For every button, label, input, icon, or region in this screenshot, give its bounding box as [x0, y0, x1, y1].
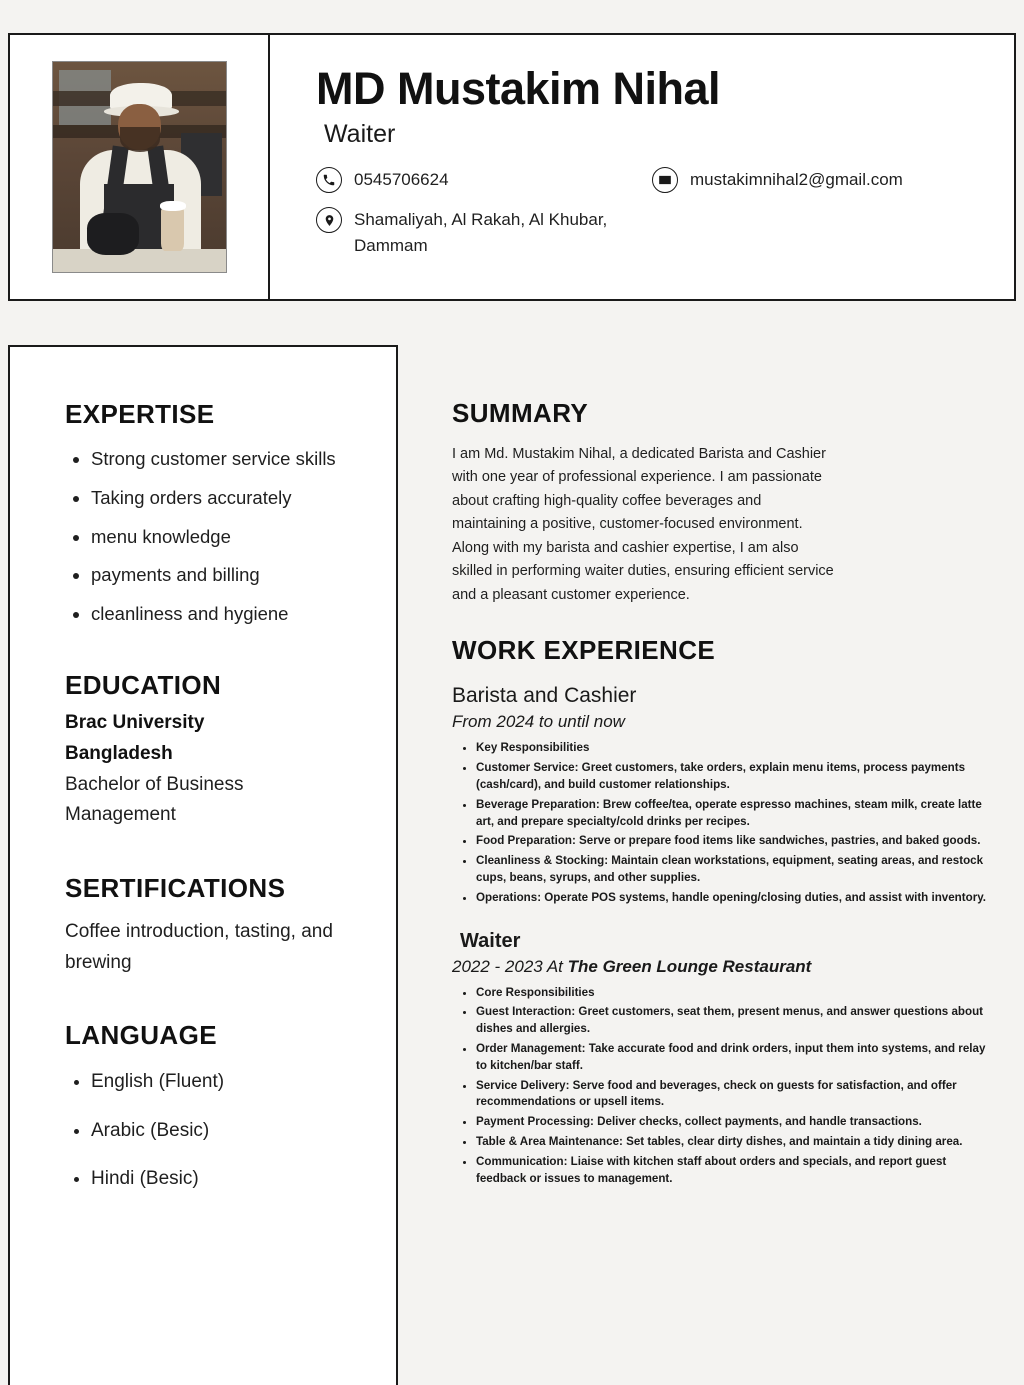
- location-pin-icon: [316, 207, 342, 233]
- job-duties-list: [452, 985, 992, 1188]
- list-item: • Communication: Liaise with kitchen staff about orders and specials, and report guest feedback or issues to management.: [476, 1154, 992, 1188]
- section-title-work-experience: WORK EXPERIENCE: [452, 635, 716, 666]
- list-item: • payments and billing: [91, 562, 364, 589]
- list-item: • Order Management: Take accurate food and drink orders, input them into systems, and relay to kitchen/bar staff.: [476, 1041, 992, 1075]
- header-details: [270, 35, 1014, 299]
- list-item: • Food Preparation: Serve or prepare food items like sandwiches, pastries, and baked goods.: [476, 833, 992, 850]
- list-item: • Service Delivery: Serve food and beverages, check on guests for satisfaction, and offer recommendations or upsell items.: [476, 1078, 992, 1112]
- list-item: • Operations: Operate POS systems, handle opening/closing duties, and assist with inventory.: [476, 890, 992, 907]
- envelope-icon: [652, 167, 678, 193]
- contact-grid: [316, 167, 988, 272]
- section-title-education: EDUCATION: [65, 670, 222, 701]
- section-title-certifications: SERTIFICATIONS: [65, 872, 286, 903]
- education-degree-line1: Bachelor of Business: [65, 773, 244, 795]
- contact-address: [316, 207, 652, 258]
- list-item: • Cleanliness & Stocking: Maintain clean workstations, equipment, seating areas, and restock cups, beans, syrups, and other supplies.: [476, 853, 992, 887]
- list-item: • Taking orders accurately: [91, 485, 364, 512]
- phone-icon: [316, 167, 342, 193]
- section-title-summary: SUMMARY: [452, 398, 589, 428]
- contact-phone[interactable]: [316, 167, 652, 193]
- list-item: • Beverage Preparation: Brew coffee/tea, operate espresso machines, steam milk, create latte art, and prepare specialty/cold drinks per recipes.: [476, 797, 992, 831]
- list-item: • cleanliness and hygiene: [91, 601, 364, 628]
- education-country: Bangladesh: [65, 743, 173, 765]
- education-school: Brac University: [65, 712, 205, 734]
- list-item: • Strong customer service skills: [91, 446, 364, 473]
- list-item: • Hindi (Besic): [91, 1166, 364, 1193]
- email-text: mustakimnihal2@gmail.com: [690, 170, 903, 190]
- list-item: • Core Responsibilities: [476, 985, 992, 1002]
- job-role: Waiter: [324, 120, 396, 149]
- job-title: Waiter: [460, 929, 521, 952]
- main-content: [452, 398, 992, 1190]
- contact-email[interactable]: [652, 167, 988, 193]
- profile-photo: [52, 61, 227, 273]
- sidebar: [8, 345, 398, 1385]
- address-text: Shamaliyah, Al Rakah, Al Khubar, Dammam: [354, 210, 608, 255]
- list-item: • Guest Interaction: Greet customers, seat them, present menus, and answer questions about dishes and allergies.: [476, 1004, 992, 1038]
- job-dates: [452, 957, 992, 977]
- list-item: • menu knowledge: [91, 524, 364, 551]
- certifications-text: Coffee introduction, tasting, and brewing: [65, 920, 333, 973]
- list-item: • Key Responsibilities: [476, 740, 992, 757]
- summary-text: I am Md. Mustakim Nihal, a dedicated Barista and Cashier with one year of professional experience. I am passionate about crafting high-quality coffee beverages and maintaining a positive, customer-focused environment. Along with my barista and cashier expertise, I am also skilled in performing waiter duties, ensuring efficient service and a pleasant customer experience.: [452, 446, 834, 603]
- resume-header: [8, 33, 1016, 301]
- list-item: • Customer Service: Greet customers, take orders, explain menu items, process payments (cash/card), and build customer relationships.: [476, 760, 992, 794]
- list-item: • Arabic (Besic): [91, 1118, 364, 1145]
- job-dates-text: 2022 - 2023 At: [452, 956, 568, 976]
- job-entry: [452, 930, 992, 1188]
- list-item: • English (Fluent): [91, 1069, 364, 1096]
- job-entry: [452, 684, 992, 906]
- education-degree-line2: Management: [65, 804, 176, 826]
- job-company: The Green Lounge Restaurant: [567, 956, 812, 976]
- job-duties-list: [452, 740, 992, 906]
- section-title-language: LANGUAGE: [65, 1020, 217, 1051]
- list-item: • Payment Processing: Deliver checks, collect payments, and handle transactions.: [476, 1114, 992, 1131]
- language-list: [65, 1069, 364, 1193]
- list-item: • Table & Area Maintenance: Set tables, clear dirty dishes, and maintain a tidy dining area.: [476, 1134, 992, 1151]
- page-title: MD Mustakim Nihal: [316, 63, 721, 114]
- phone-text: 0545706624: [354, 170, 449, 190]
- section-title-expertise: EXPERTISE: [65, 399, 215, 429]
- expertise-list: [65, 446, 364, 628]
- photo-cell: [10, 35, 270, 299]
- job-title: Barista and Cashier: [452, 684, 637, 708]
- job-dates: From 2024 to until now: [452, 712, 625, 732]
